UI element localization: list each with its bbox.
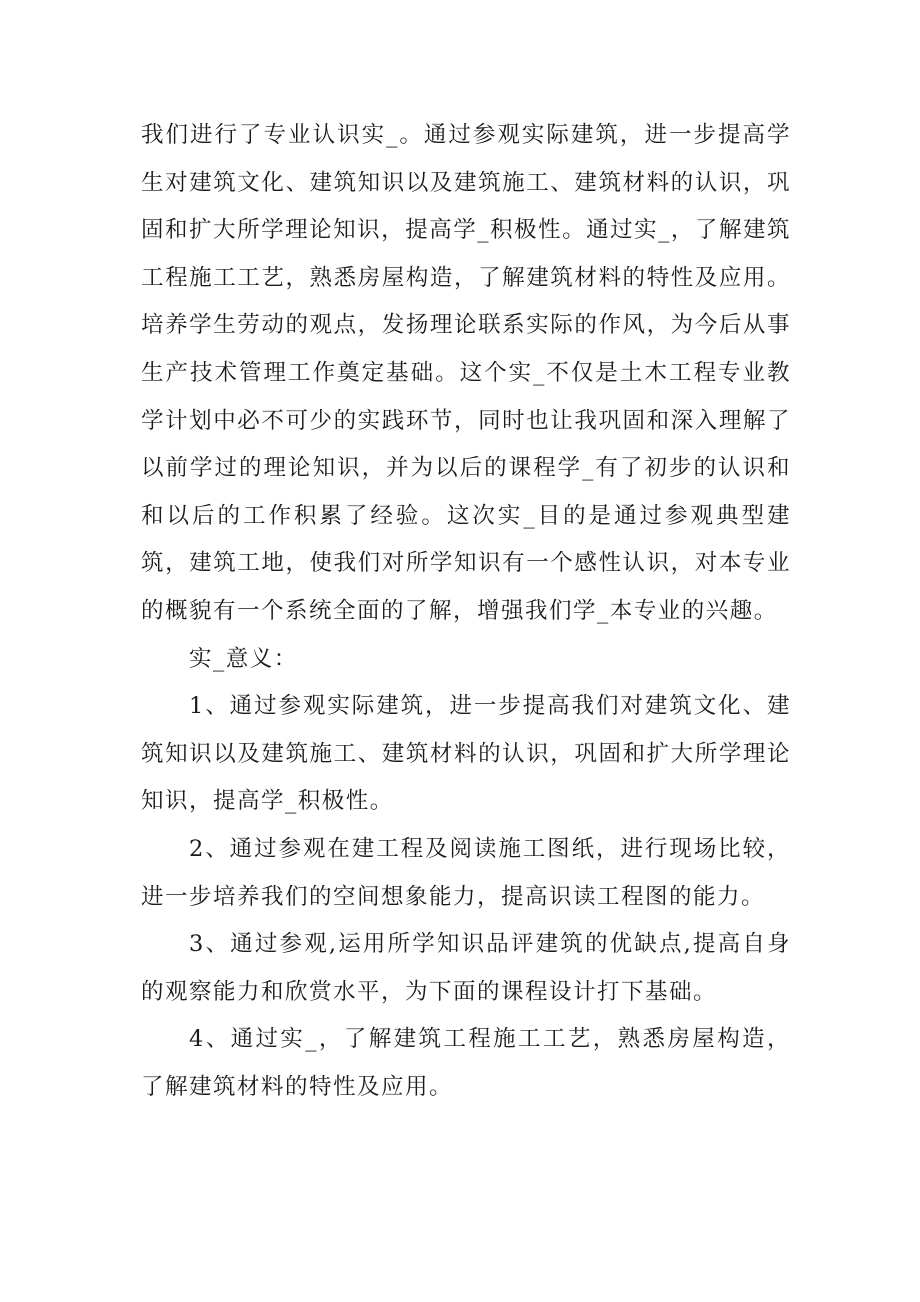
intro-paragraph: 我们进行了专业认识实_。通过参观实际建筑，进一步提高学生对建筑文化、建筑知识以及建筑施工、建筑材料的认识，巩固和扩大所学理论知识，提高学_积极性。通过实_，了解建筑工程施工工艺，熟悉房屋构造，了解建筑材料的特性及应用。培养学生劳动的观点，发扬理论联系实际的作风，为今后从事生产技术管理工作奠定基础。这个实_不仅是土木工程专业教学计划中必不可少的实践环节，同时也让我巩固和深入理解了以前学过的理论知识，并为以后的课程学_有了初步的认识和和以后的工作积累了经验。这次实_目的是通过参观典型建筑，建筑工地，使我们对所学知识有一个感性认识，对本专业的概貌有一个系统全面的了解，增强我们学_本专业的兴趣。	[141, 122, 791, 624]
list-item-1: 1、通过参观实际建筑，进一步提高我们对建筑文化、建筑知识以及建筑施工、建筑材料的认识，巩固和扩大所学理论知识，提高学_积极性。	[141, 693, 791, 815]
list-item-3: 3、通过参观,运用所学知识品评建筑的优缺点,提高自身的观察能力和欣赏水平，为下面的课程设计打下基础。	[141, 931, 791, 1005]
document-body	[141, 112, 791, 1111]
list-item-2: 2、通过参观在建工程及阅读施工图纸，进行现场比较，进一步培养我们的空间想象能力，提高识读工程图的能力。	[141, 835, 791, 910]
list-item-4: 4、通过实_，了解建筑工程施工工艺，熟悉房屋构造，了解建筑材料的特性及应用。	[141, 1026, 791, 1100]
section-heading-significance: 实_意义：	[189, 645, 298, 672]
